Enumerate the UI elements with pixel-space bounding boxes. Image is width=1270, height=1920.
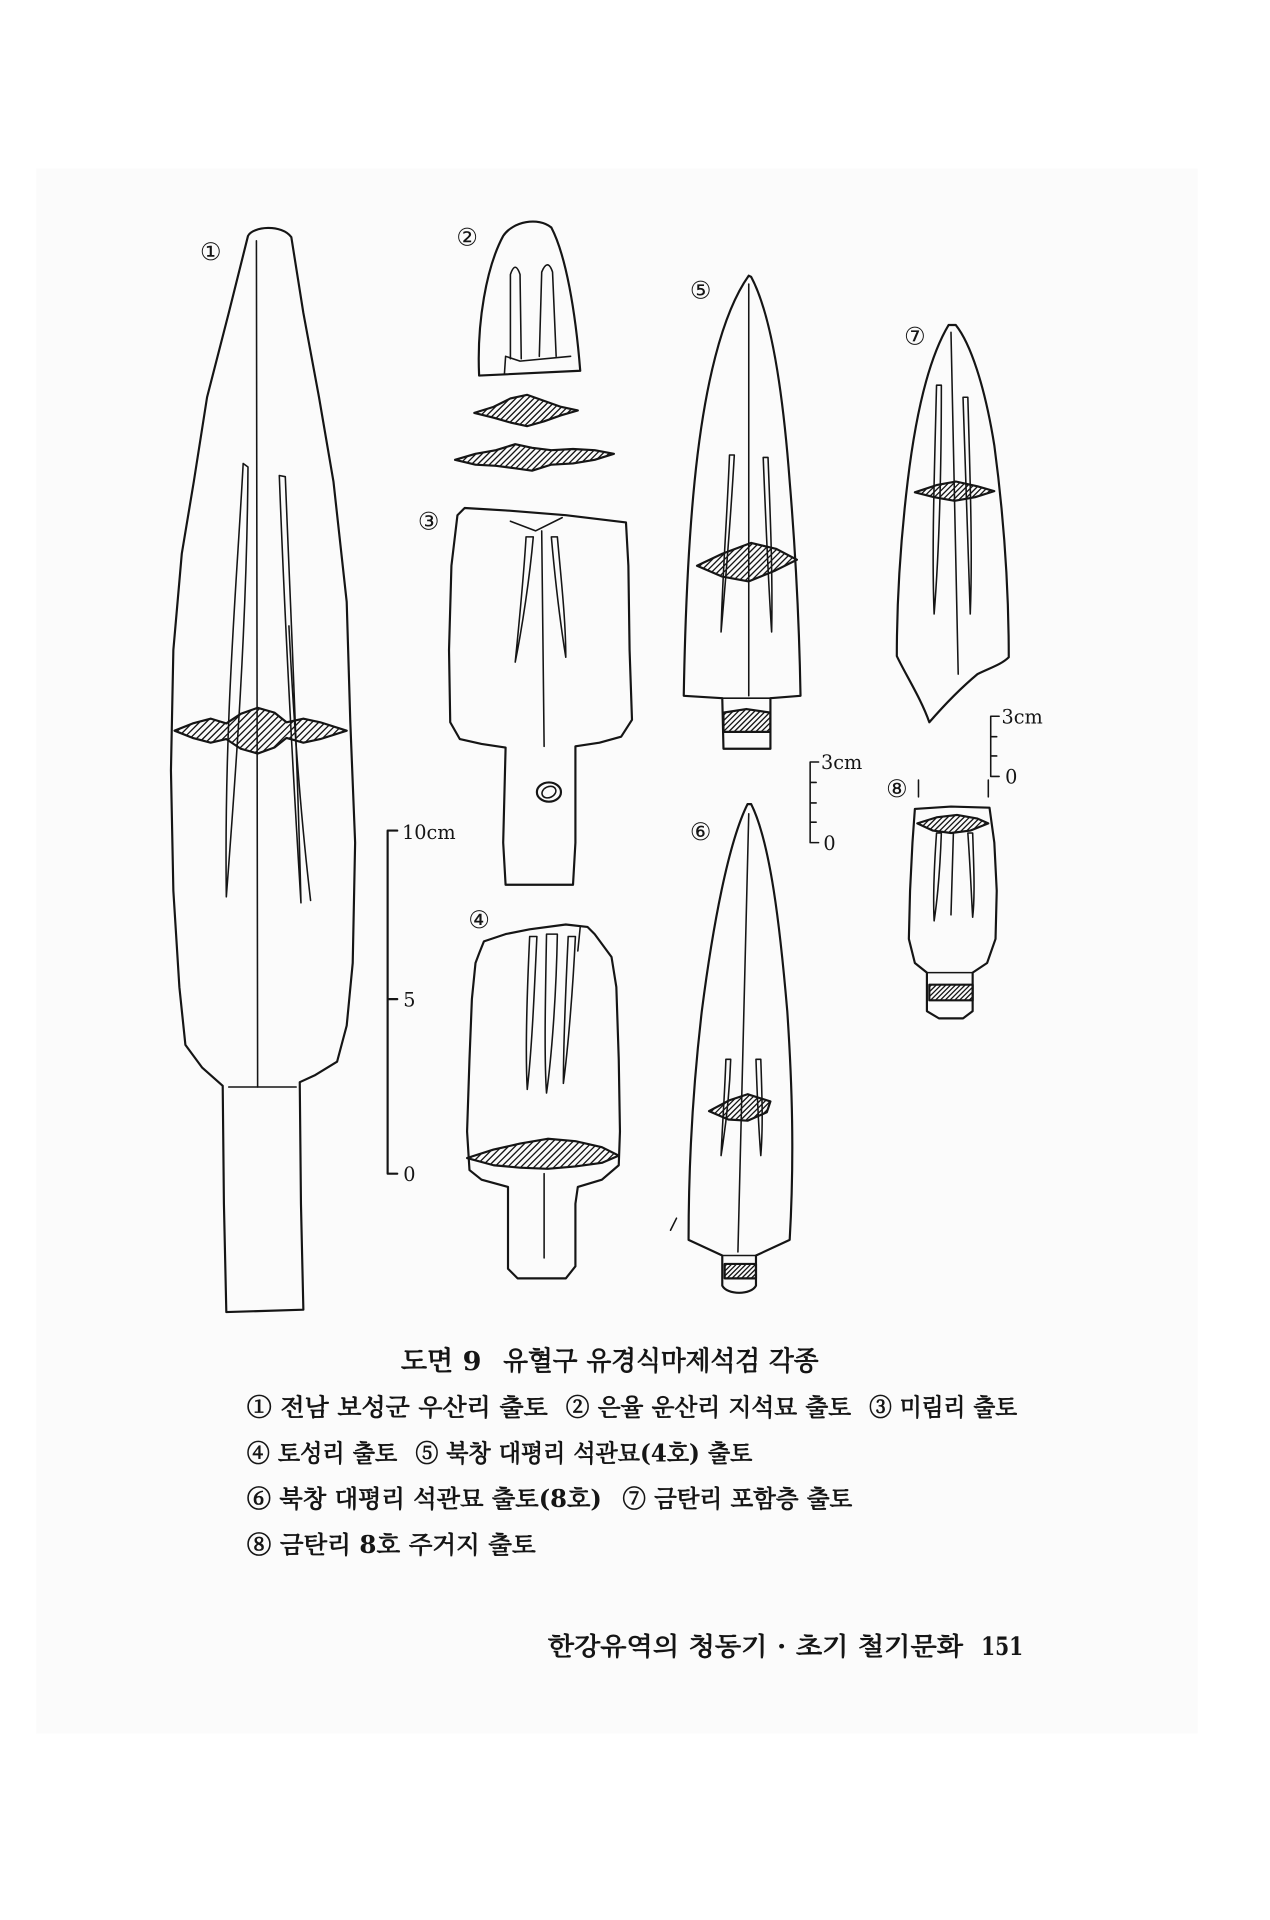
figure-label-4: ④ [468, 906, 490, 935]
page-number: 151 [981, 1631, 1024, 1662]
figure-label-6: ⑥ [689, 818, 712, 847]
caption-item-4: ④ 토성리 출토 [246, 1438, 398, 1468]
caption-item-2: ② 은율 운산리 지석묘 출토 [565, 1392, 852, 1422]
caption-figure-number: 도면 9 [400, 1345, 482, 1377]
scale-bar-small-bottom-label: 0 [1005, 765, 1018, 789]
scale-bar-small-top-label: 3cm [1001, 705, 1043, 729]
figure-label-1: ① [199, 238, 222, 267]
page-footer [548, 1631, 1023, 1661]
caption-item-8: ⑧ 금탄리 8호 주거지 출토 [246, 1529, 537, 1559]
scale-bar-medium-top-label: 3cm [820, 751, 863, 775]
caption-item-3: ③ 미림리 출토 [869, 1392, 1018, 1422]
figure-label-2: ② [456, 223, 478, 252]
scale-bar-large-top-label: 10cm [402, 821, 456, 845]
figure-label-7: ⑦ [904, 322, 926, 351]
running-title: 한강유역의 청동기 · 초기 철기문화 [547, 1631, 964, 1662]
scale-bar-medium-bottom-label: 0 [823, 831, 836, 855]
caption-item-6: ⑥ 북창 대평리 석관묘 출토(8호) [246, 1484, 602, 1514]
caption-item-5: ⑤ 북창 대평리 석관묘(4호) 출토 [415, 1438, 754, 1468]
caption-item-7: ⑦ 금탄리 포함층 출토 [622, 1484, 854, 1514]
caption-title: 유혈구 유경식마제석검 각종 [503, 1345, 819, 1377]
scale-bar-large-middle-label: 5 [403, 988, 416, 1012]
scale-bar-large-bottom-label: 0 [403, 1162, 416, 1186]
figure-label-8: ⑧ [885, 774, 908, 803]
caption-item-1: ① 전남 보성군 우산리 출토 [246, 1392, 549, 1422]
scanned-paper-area [36, 169, 1198, 1734]
figure-label-5: ⑤ [689, 276, 712, 305]
figure-label-3: ③ [417, 507, 440, 536]
